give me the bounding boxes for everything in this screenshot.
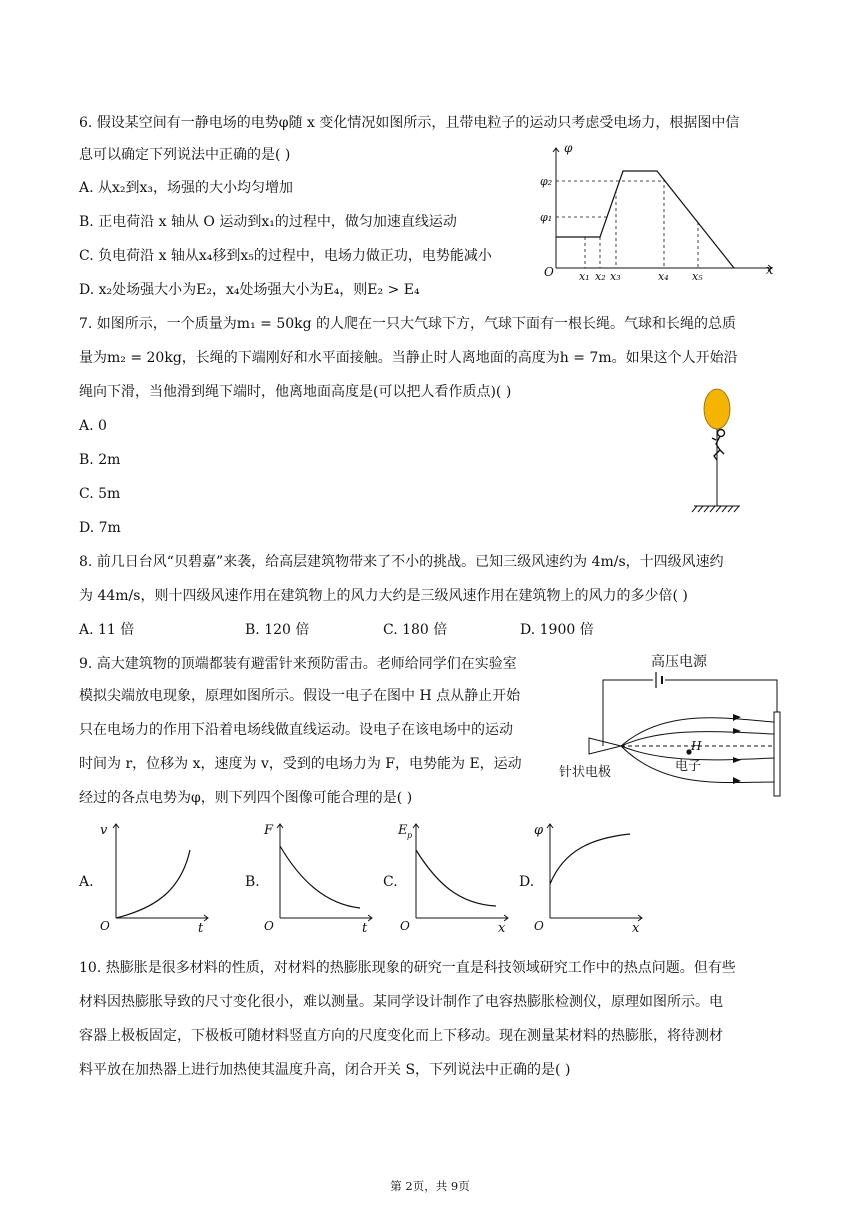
q9-a-x-label: t (198, 921, 204, 936)
q9-option-d-label: D. (519, 874, 535, 890)
q9-stem-line-3: 只在电场力的作用下沿着电场线做直线运动。设电子在该电场中的运动 (79, 722, 513, 738)
q6-phi1-label: φ₁ (540, 211, 553, 224)
q8-option-c: C. 180 倍 (383, 622, 448, 638)
q6-y-axis-label: φ (564, 141, 573, 155)
q9-c-origin: O (400, 919, 410, 933)
q8-option-a: A. 11 倍 (79, 622, 135, 638)
q7-balloon-figure (684, 384, 754, 520)
q9-a-y-label: v (100, 823, 108, 838)
q7-stem-line-1: 7. 如图所示，一个质量为m₁ = 50kg 的人爬在一只大气球下方，气球下面有一根长绳。气球和长绳的总质 (79, 316, 737, 332)
page-number-footer: 第 2页，共 9页 (390, 1179, 470, 1193)
q9-stem-line-4: 时间为 r，位移为 x，速度为 v，受到的电场力为 F，电势能为 E，运动 (79, 756, 522, 772)
q6-phi2-label: φ₂ (540, 175, 553, 188)
q9-electron-label: 电子 (675, 759, 702, 774)
q9-option-d-graph (530, 820, 650, 936)
q6-potential-graph (540, 141, 780, 283)
q9-b-x-label: t (362, 921, 368, 936)
q9-option-b-graph (260, 820, 380, 936)
q7-stem-line-3: 绳向下滑，当他滑到绳下端时，他离地面高度是(可以把人看作质点)( ) (79, 384, 512, 400)
balloon-icon (704, 389, 730, 429)
q6-x-axis-label: x (766, 263, 774, 278)
q9-electrode-label: 针状电极 (559, 765, 612, 780)
q9-point-label: H (691, 739, 702, 753)
q9-b-y-label: F (264, 823, 274, 838)
q7-option-a: A. 0 (79, 418, 107, 434)
q9-option-b-label: B. (245, 874, 260, 890)
q7-stem-line-2: 量为m₂ = 20kg，长绳的下端刚好和水平面接触。当静止时人离地面的高度为h = 7m。如果这个人开始沿 (79, 350, 738, 366)
q9-c-y-subscript: p (407, 831, 413, 840)
q9-option-c-graph (396, 820, 516, 936)
q7-option-b: B. 2m (79, 452, 121, 468)
q6-x3-label: x₃ (610, 270, 621, 283)
q6-option-b: B. 正电荷沿 x 轴从 O 运动到x₁的过程中，做匀加速直线运动 (79, 214, 457, 230)
q8-stem-line-1: 8. 前几日台风“贝碧嘉”来袭，给高层建筑物带来了不小的挑战。已知三级风速约为 4m/s，十四级风速约 (79, 554, 724, 570)
q6-origin-label: O (544, 265, 554, 279)
q9-c-y-label: E (398, 823, 408, 838)
q9-stem-line-5: 经过的各点电势为φ，则下列四个图像可能合理的是( ) (79, 790, 413, 806)
q10-stem-line-1: 10. 热膨胀是很多材料的性质，对材料的热膨胀现象的研究一直是科技领域研究工作中的热点问题。但有些 (79, 960, 736, 976)
q6-stem-line-2: 息可以确定下列说法中正确的是( ) (79, 147, 291, 163)
q7-option-d: D. 7m (79, 520, 121, 536)
q6-x2-label: x₂ (595, 270, 606, 283)
q6-x4-label: x₄ (658, 270, 669, 283)
q9-option-a-label: A. (79, 874, 94, 890)
q9-option-c-label: C. (383, 874, 398, 890)
q6-stem-line-1: 6. 假设某空间有一静电场的电势φ随 x 变化情况如图所示，且带电粒子的运动只考虑受电场力，根据图中信 (79, 115, 740, 131)
q9-stem-line-2: 模拟尖端放电现象，原理如图所示。假设一电子在图中 H 点从静止开始 (79, 688, 521, 704)
q6-option-c: C. 负电荷沿 x 轴从x₄移到x₅的过程中，电场力做正功，电势能减小 (79, 248, 492, 264)
q9-discharge-diagram (555, 650, 785, 800)
q6-x1-label: x₁ (579, 270, 590, 283)
q8-option-b: B. 120 倍 (245, 622, 310, 638)
q9-d-origin: O (534, 919, 544, 933)
q9-c-x-label: x (498, 921, 506, 936)
q9-option-a-graph (96, 820, 216, 936)
q10-stem-line-2: 材料因热膨胀导致的尺寸变化很小，难以测量。某同学设计制作了电容热膨胀检测仪，原理如图所示。电 (79, 994, 723, 1010)
q6-option-a: A. 从x₂到x₃，场强的大小均匀增加 (79, 180, 294, 196)
q9-a-origin: O (100, 919, 110, 933)
q8-stem-line-2: 为 44m/s，则十四级风速作用在建筑物上的风力大约是三级风速作用在建筑物上的风力的多少倍( ) (79, 588, 688, 604)
q6-option-d: D. x₂处场强大小为E₂，x₄处场强大小为E₄，则E₂ > E₄ (79, 282, 420, 298)
q7-option-c: C. 5m (79, 486, 121, 502)
q9-stem-line-1: 9. 高大建筑物的顶端都装有避雷针来预防雷击。老师给同学们在实验室 (79, 656, 517, 672)
q8-option-d: D. 1900 倍 (520, 622, 594, 638)
q6-x5-label: x₅ (692, 270, 703, 283)
q10-stem-line-4: 料平放在加热器上进行加热使其温度升高，闭合开关 S，下列说法中正确的是( ) (79, 1062, 571, 1078)
q10-stem-line-3: 容器上极板固定，下极板可随材料竖直方向的尺度变化而上下移动。现在测量某材料的热膨胀，将待测材 (79, 1028, 723, 1044)
ground-icon (692, 506, 740, 512)
q9-power-label: 高压电源 (651, 654, 707, 670)
q9-d-x-label: x (632, 921, 640, 936)
q9-b-origin: O (264, 919, 274, 933)
q9-d-y-label: φ (534, 823, 544, 838)
person-icon (712, 430, 725, 461)
